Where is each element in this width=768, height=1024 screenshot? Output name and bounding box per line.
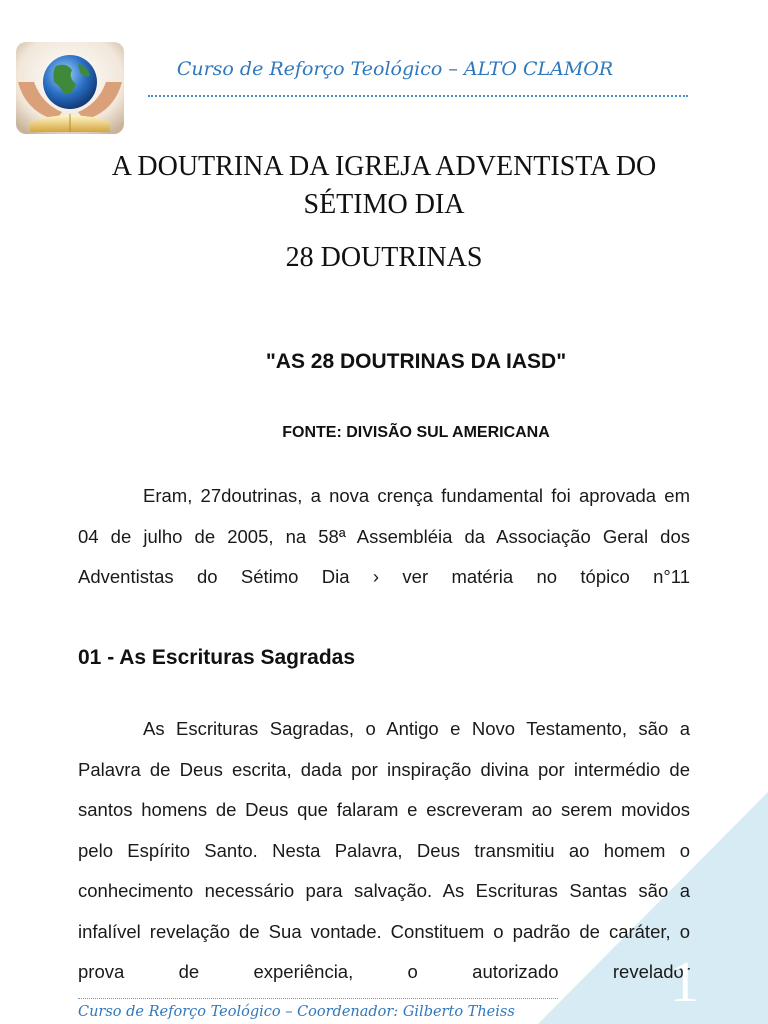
intro-paragraph: Eram, 27doutrinas, a nova crença fundamental foi aprovada em 04 de julho de 2005, na 58ª Assembléia da Associação Geral dos Adventistas do Sétimo Dia › ver matéria no tópico n°11: [78, 485, 690, 587]
page-subtitle: 28 DOUTRINAS: [285, 242, 483, 273]
section-paragraph: As Escrituras Sagradas, o Antigo e Novo Testamento, são a Palavra de Deus escrita, dada por inspiração divina por intermédio de santos homens de Deus que falaram e escreveram ao serem movidos pelo Espírito Santo. Nesta Palavra, Deus transmitiu ao homem o conhecimento necessário para salvação. As Escrituras Santas são a infalível revelação de Sua vontade. Constituem o padrão de caráter, o prova de experiência, o autorizado revelador: [78, 718, 690, 982]
globe-hands-logo: [16, 42, 124, 134]
header-title: Curso de Reforço Teológico – ALTO CLAMOR: [176, 58, 614, 80]
section-heading: 01 - As Escrituras Sagradas: [78, 646, 356, 669]
footer-text: Curso de Reforço Teológico – Coordenador: Gilberto Theiss: [78, 1004, 515, 1020]
document-heading: "AS 28 DOUTRINAS DA IASD": [265, 350, 567, 373]
footer-divider: [78, 998, 558, 999]
page-title-line-2: SÉTIMO DIA: [303, 189, 465, 220]
globe-hands-icon: [16, 42, 124, 134]
page-title: [60, 148, 708, 224]
source-line: FONTE: DIVISÃO SUL AMERICANA: [282, 424, 550, 441]
header-divider: [148, 95, 688, 97]
page-title-line-1: A DOUTRINA DA IGREJA ADVENTISTA DO: [111, 151, 657, 182]
page-number: 1: [670, 949, 699, 1014]
